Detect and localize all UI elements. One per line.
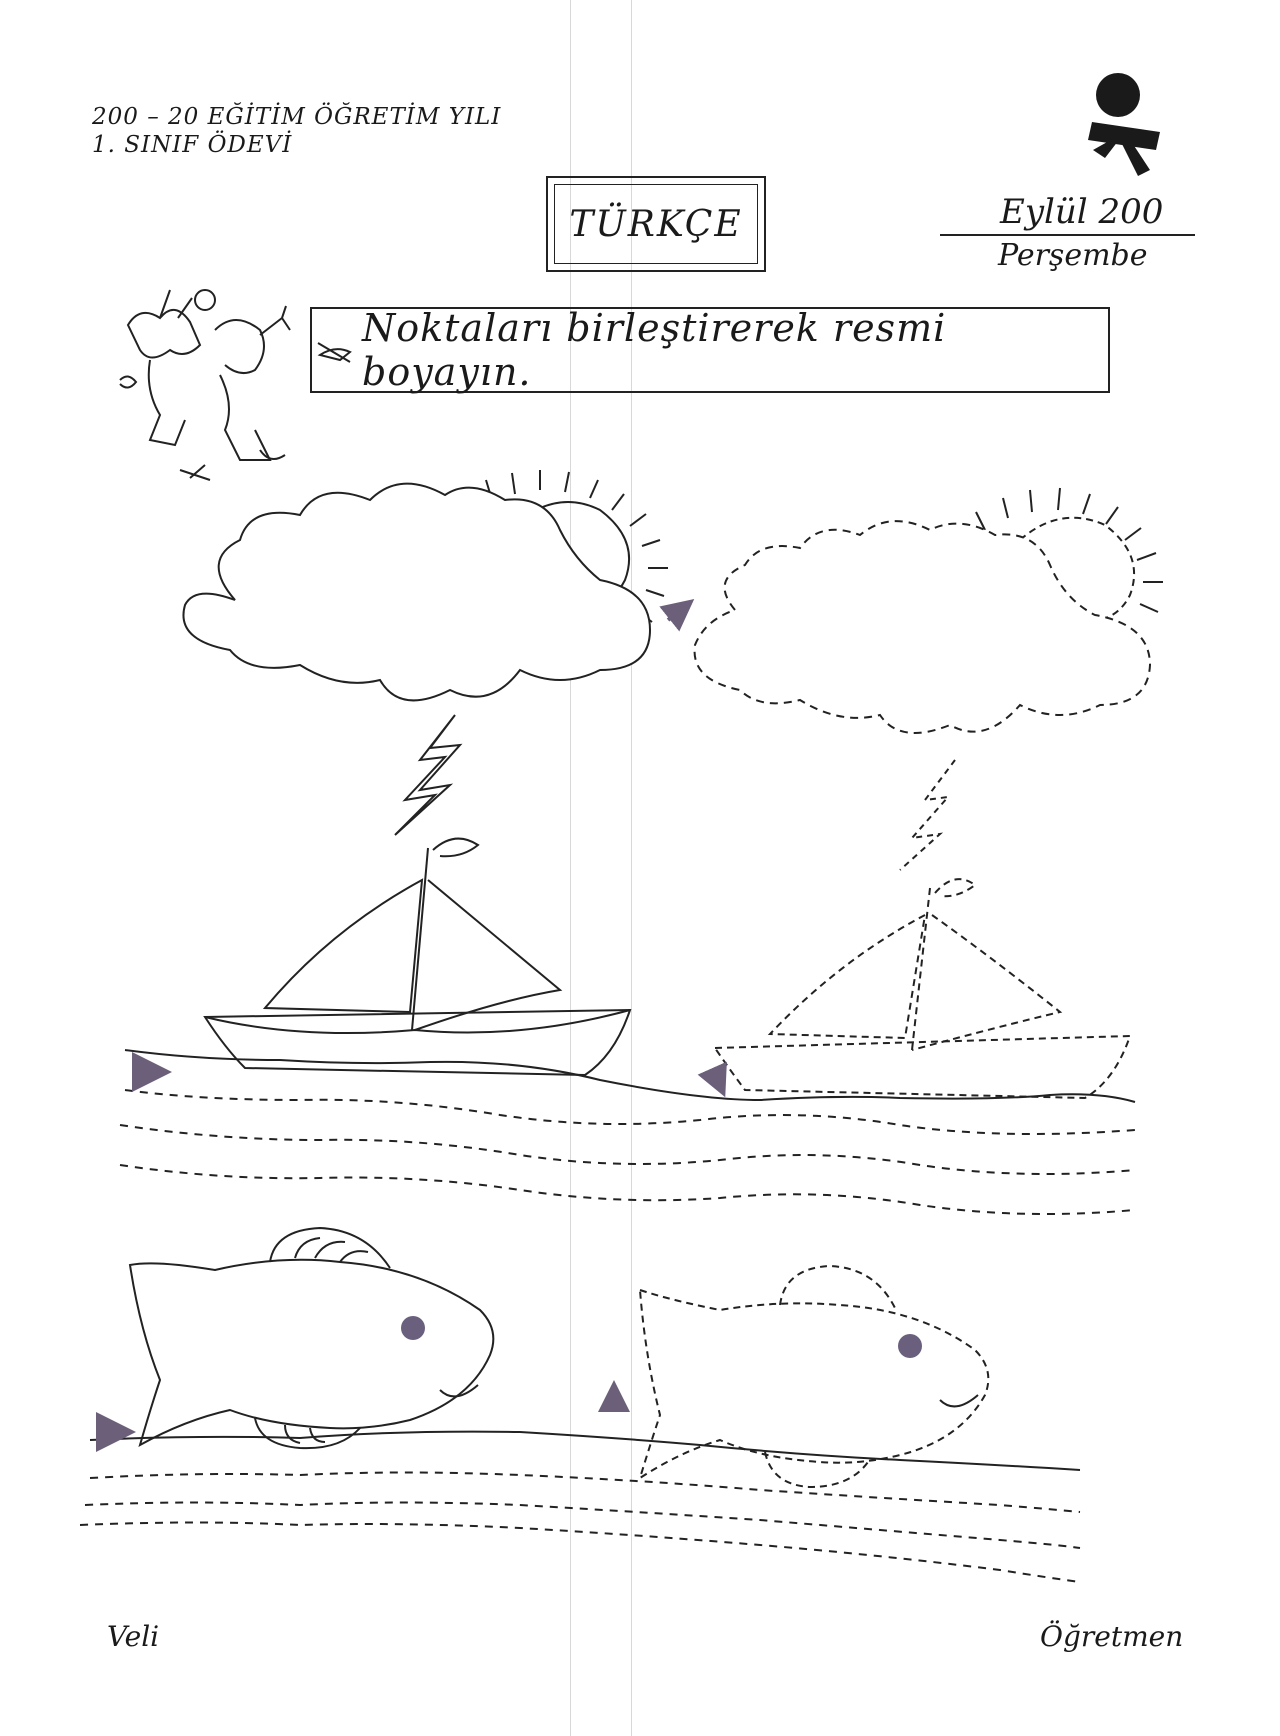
fish-right-eye (898, 1334, 922, 1358)
date-weekday: Perşembe (998, 238, 1148, 273)
fish-left (130, 1228, 493, 1448)
footer-teacher-label: Öğretmen (1040, 1620, 1184, 1653)
boat-start-arrow (714, 1072, 722, 1090)
lightning-left (395, 715, 460, 835)
subject-label: TÜRKÇE (569, 203, 743, 245)
pencil-icon (318, 343, 350, 362)
cloud-left (183, 484, 650, 701)
school-year-heading: 200 – 20 EĞİTİM ÖĞRETİM YILI (92, 104, 502, 130)
mascot-animals-icon (120, 290, 290, 480)
homework-heading: 1. SINIF ÖDEVİ (92, 132, 293, 158)
fish-right-smile (940, 1395, 978, 1406)
sea-waves-upper (120, 1050, 1135, 1214)
logo-icon (1088, 73, 1160, 176)
date-month-year: Eylül 200 (1000, 192, 1164, 232)
fish-left-eye (401, 1316, 425, 1340)
sailboat-right (715, 879, 1130, 1098)
sea-waves-lower (80, 1432, 1080, 1582)
instruction-text: Noktaları birleştirerek resmi boyayın. (362, 306, 947, 394)
cloud-right (695, 521, 1150, 733)
lightning-right (900, 760, 955, 870)
footer-parent-label: Veli (107, 1620, 160, 1653)
cloud-start-arrow (668, 604, 688, 620)
sailboat-left (205, 839, 630, 1075)
